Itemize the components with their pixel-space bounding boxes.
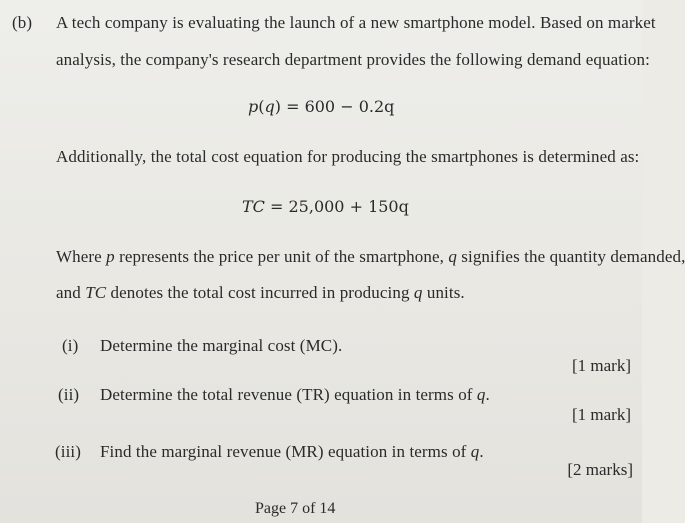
page-number: Page 7 of 14 — [255, 500, 336, 517]
subquestion-marks: [2 marks] — [567, 460, 633, 479]
cost-intro: Additionally, the total cost equation for producing the smartphones is determined as: — [56, 147, 640, 166]
demand-equation: p(q) = 600 − 0.2q — [248, 97, 395, 116]
subquestion-label: (i) — [62, 336, 79, 355]
subquestion-text: Determine the total revenue (TR) equation in terms of q. — [100, 385, 490, 404]
definition-line-2: and TC denotes the total cost incurred in producing q units. — [56, 283, 465, 302]
part-label: (b) — [12, 13, 33, 32]
subquestion-label: (iii) — [55, 442, 81, 461]
subquestion-marks: [1 mark] — [571, 356, 631, 375]
subquestion-marks: [1 mark] — [571, 405, 631, 424]
subquestion-text: Find the marginal revenue (MR) equation in terms of q. — [100, 442, 484, 461]
intro-line-1: A tech company is evaluating the launch of a new smartphone model. Based on market — [56, 13, 656, 32]
cost-equation: TC = 25,000 + 150q — [242, 197, 409, 216]
subquestion-label: (ii) — [58, 385, 80, 404]
intro-line-2: analysis, the company's research department provides the following demand equation: — [56, 50, 650, 69]
subquestion-text: Determine the marginal cost (MC). — [100, 336, 343, 355]
definition-line-1: Where p represents the price per unit of the smartphone, q signifies the quantity demanded, — [56, 247, 685, 266]
